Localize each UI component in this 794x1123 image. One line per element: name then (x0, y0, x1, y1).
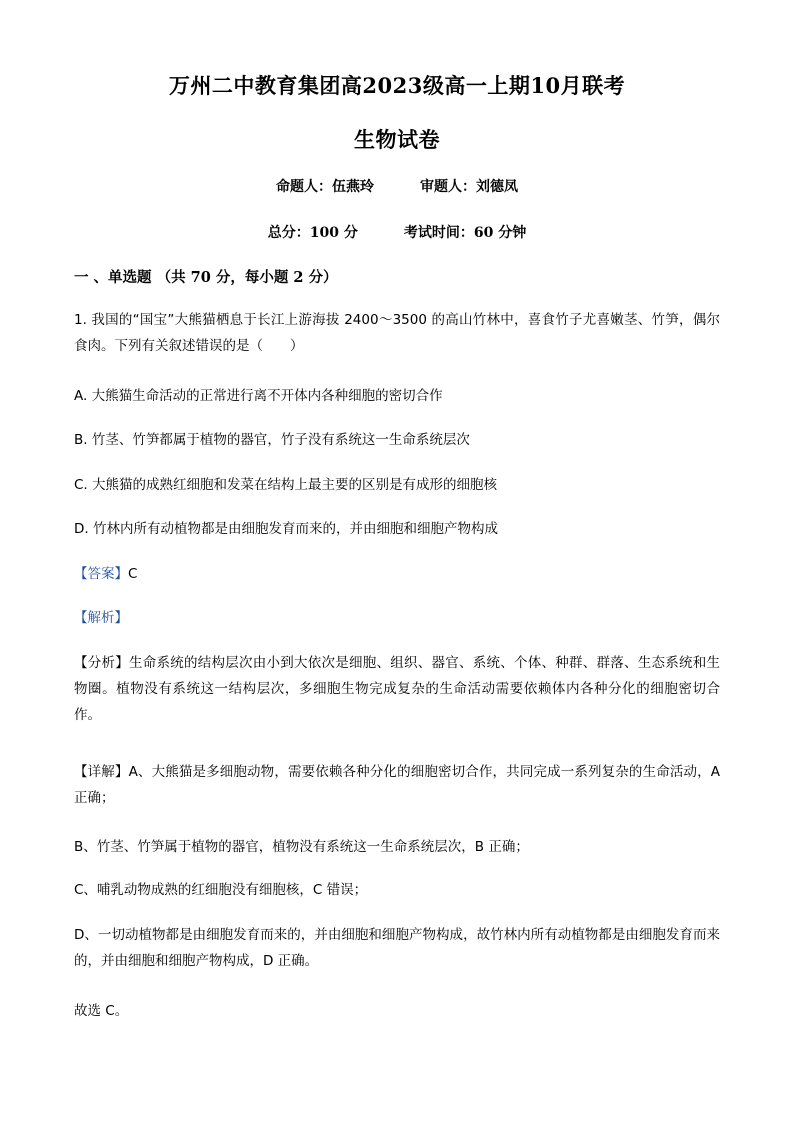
author-line (0, 176, 794, 196)
exam-title: 万州二中教育集团高2023级高一上期10月联考 (168, 73, 626, 98)
exam-info-line (0, 222, 794, 242)
answer-value: C (128, 566, 138, 582)
xiangjie-tag: 【详解】 (74, 764, 129, 780)
answer-tag: 【答案】 (74, 566, 128, 582)
option-d: D. 竹林内所有动植物都是由细胞发育而来的，并由细胞和细胞产物构成 (74, 521, 498, 537)
reviewer-label: 审题人：刘德凤 (420, 179, 518, 195)
option-b: B. 竹茎、竹笋都属于植物的器官，竹子没有系统这一生命系统层次 (74, 432, 470, 448)
fenxi-tag: 【分析】 (74, 655, 129, 671)
fenxi-text: 生命系统的结构层次由小到大依次是细胞、组织、器官、系统、个体、种群、群落、生态系统和生物圈。植物没有系统这一结构层次，多细胞生物完成复杂的生命活动需要依赖体内各种分化的细胞密切合作。 (74, 655, 720, 723)
analysis-heading (74, 605, 720, 631)
xiangjie-a: A、大熊猫是多细胞动物，需要依赖各种分化的细胞密切合作，共同完成一系列复杂的生命活动，A 正确； (74, 764, 720, 806)
xiangjie-d: D、一切动植物都是由细胞发育而来的，并由细胞和细胞产物构成，故竹林内所有动植物都是由细胞发育而来的，并由细胞和细胞产物构成，D 正确。 (74, 927, 720, 969)
fenxi-paragraph (74, 650, 720, 728)
xiangjie-b: B、竹茎、竹笋属于植物的器官，植物没有系统这一生命系统层次，B 正确； (74, 839, 529, 855)
option-a: A. 大熊猫生命活动的正常进行离不开体内各种细胞的密切合作 (74, 388, 443, 404)
section-heading: 一 、单选题 （共 70 分，每小题 2 分） (74, 269, 338, 286)
setter-label: 命题人：伍燕玲 (276, 179, 374, 195)
option-c: C. 大熊猫的成熟红细胞和发菜在结构上最主要的区别是有成形的细胞核 (74, 477, 498, 493)
exam-subtitle: 生物试卷 (354, 127, 440, 152)
exam-time-label: 考试时间：60 分钟 (403, 225, 527, 241)
question-stem: 1. 我国的“国宝”大熊猫栖息于长江上游海拔 2400～3500 的高山竹林中，喜食竹子尤喜嫩茎、竹笋，偶尔食肉。下列有关叙述错误的是（ ） (74, 312, 720, 354)
analysis-tag: 【解析】 (74, 610, 128, 626)
xiangjie-paragraph (74, 759, 720, 811)
total-score-label: 总分：100 分 (267, 225, 358, 241)
answer-line (74, 561, 720, 587)
conclusion-line: 故选 C。 (74, 1003, 129, 1019)
xiangjie-c: C、哺乳动物成熟的红细胞没有细胞核，C 错误； (74, 882, 368, 898)
